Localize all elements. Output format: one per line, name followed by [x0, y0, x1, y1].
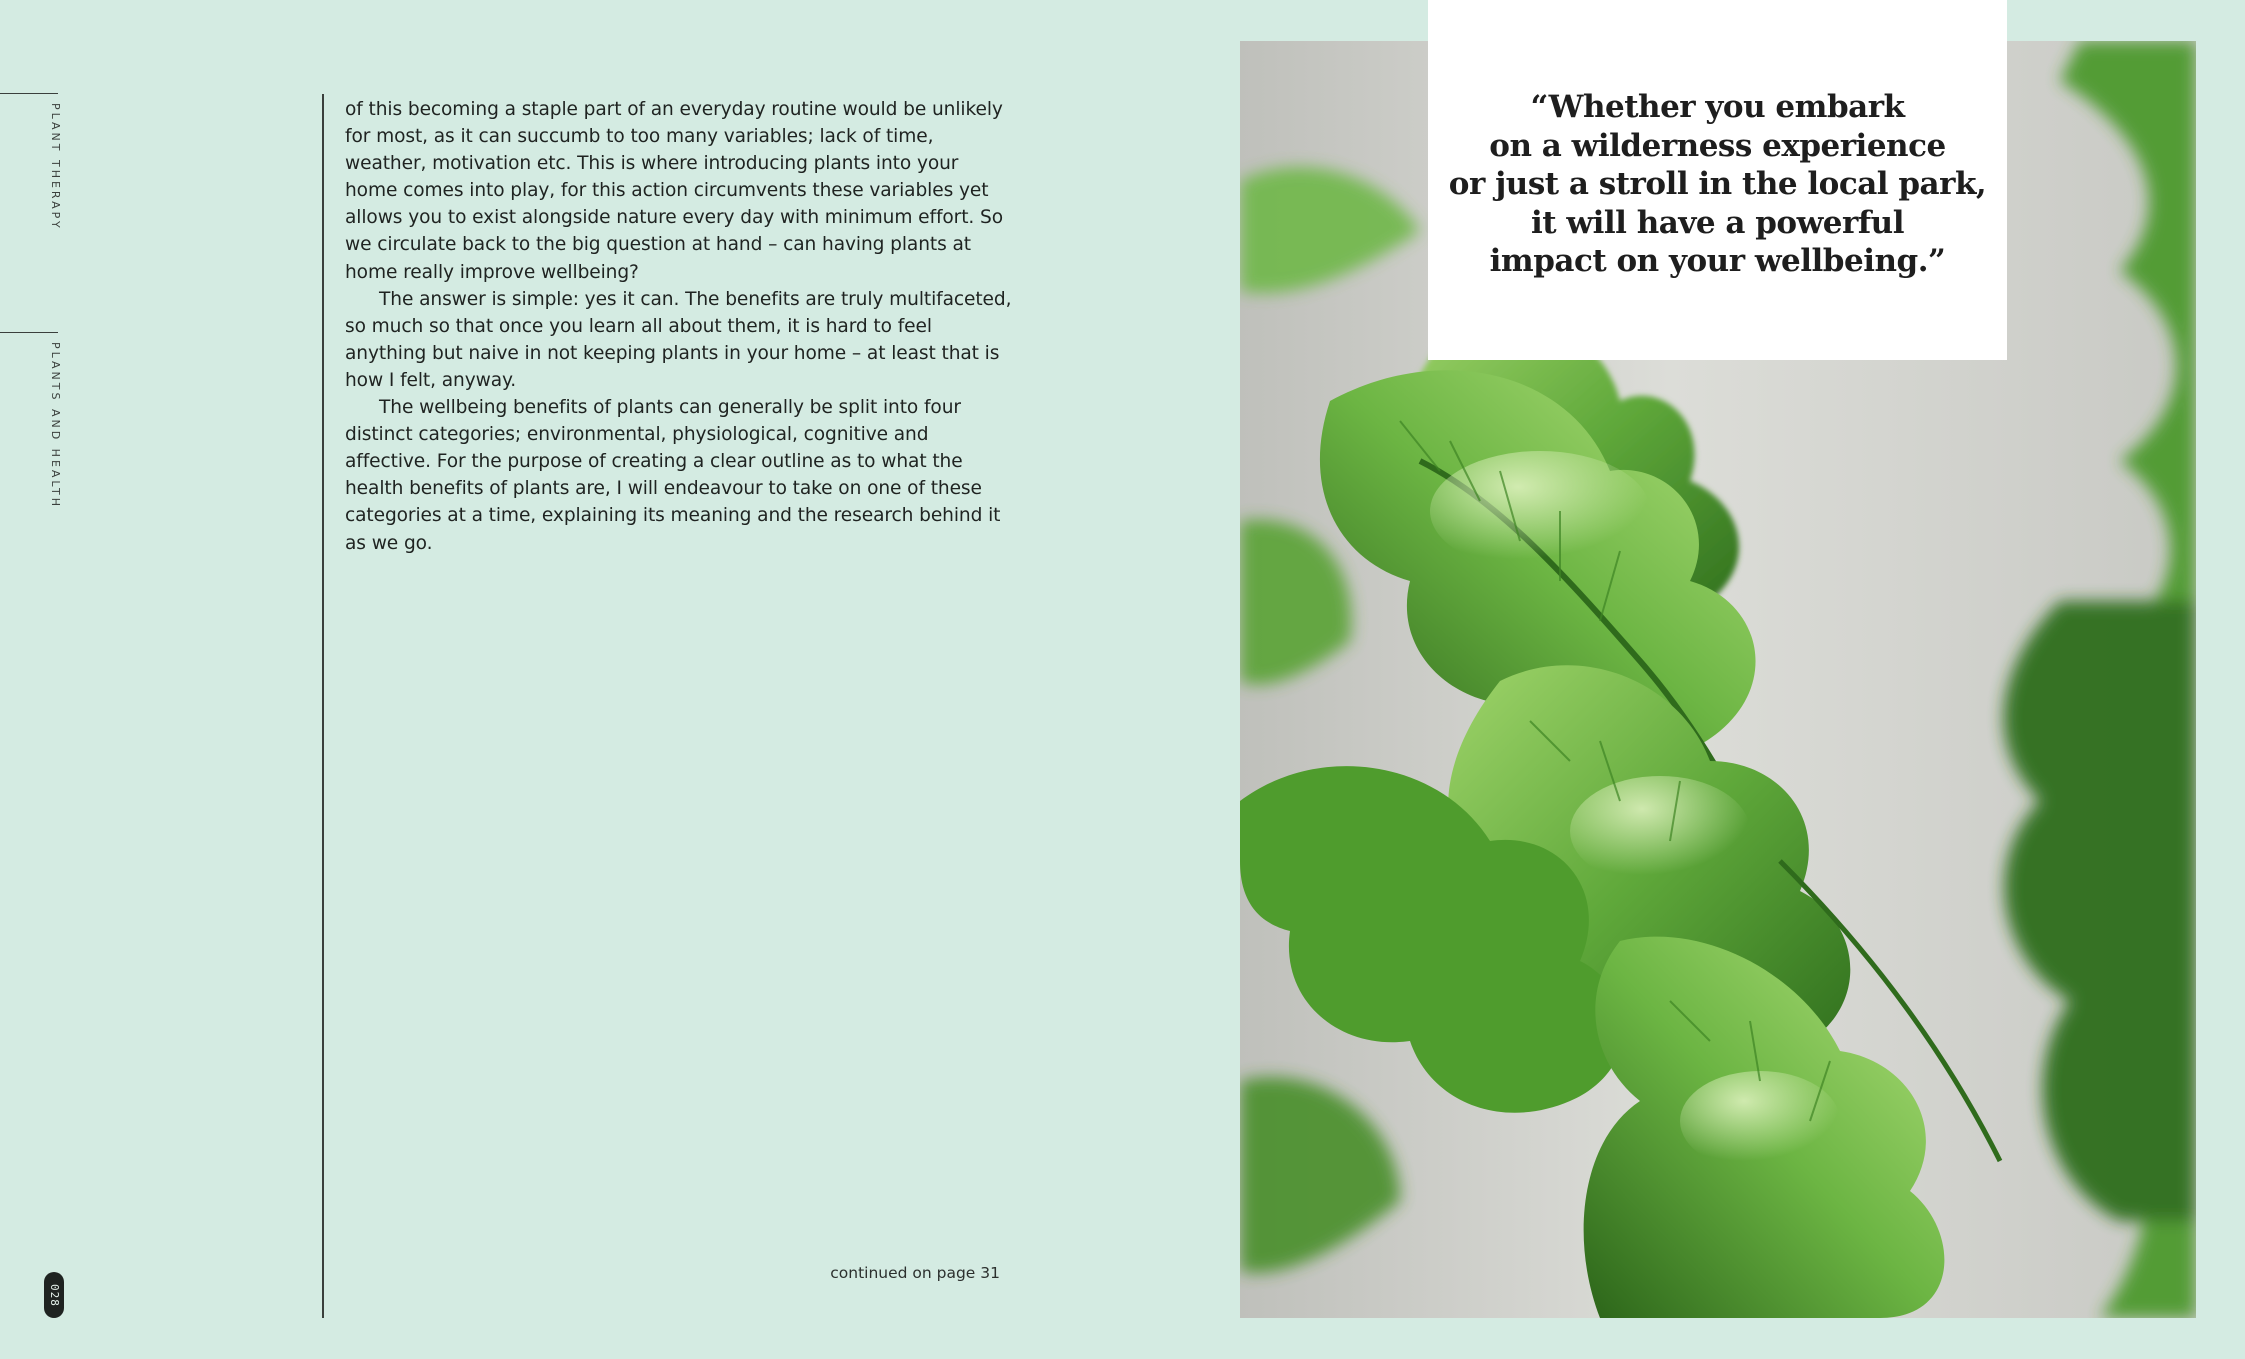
pull-quote-line: “Whether you embark — [1530, 89, 1905, 125]
paragraph-3: The wellbeing benefits of plants can generally be split into four distinct categories; environmental, physiological, cognitive and affective. For the purpose of creating a clear outline as to what the health benefits of plants are, I will endeavour to take on one of these categories at a time, explaining its meaning and the research behind it as we go. — [345, 397, 1001, 554]
continued-note: continued on page 31 — [830, 1264, 1000, 1282]
pull-quote-line: it will have a powerful — [1531, 204, 1904, 241]
pull-quote-box — [1428, 0, 2007, 360]
running-head-book-title: PLANT THERAPY — [49, 103, 62, 231]
pull-quote-line: on a wilderness experience — [1489, 127, 1946, 164]
running-head-rule-bottom — [0, 332, 58, 333]
pull-quote-line: impact on your wellbeing.” — [1489, 243, 1946, 279]
page-number: 028 — [44, 1272, 64, 1318]
running-head-rule-top — [0, 93, 58, 94]
running-head-chapter-title: PLANTS AND HEALTH — [49, 342, 62, 510]
pull-quote — [1428, 88, 2007, 281]
paragraph-2: The answer is simple: yes it can. The benefits are truly multifaceted, so much so that once you learn all about them, it is hard to feel anything but naive in not keeping plants in your home – at least that is how I felt, anyway. — [345, 288, 1012, 391]
body-text — [345, 96, 1015, 557]
column-rule — [322, 94, 324, 1318]
paragraph-1: of this becoming a staple part of an everyday routine would be unlikely for most, as it can succumb to too many variables; lack of time, weather, motivation etc. This is where introducing plants into your home comes into play, for this action circumvents these variables yet allows you to exist alongside nature every day with minimum effort. So we circulate back to the big question at hand – can having plants at home really improve wellbeing? — [345, 99, 1003, 283]
pull-quote-line: or just a stroll in the local park, — [1448, 166, 1987, 202]
